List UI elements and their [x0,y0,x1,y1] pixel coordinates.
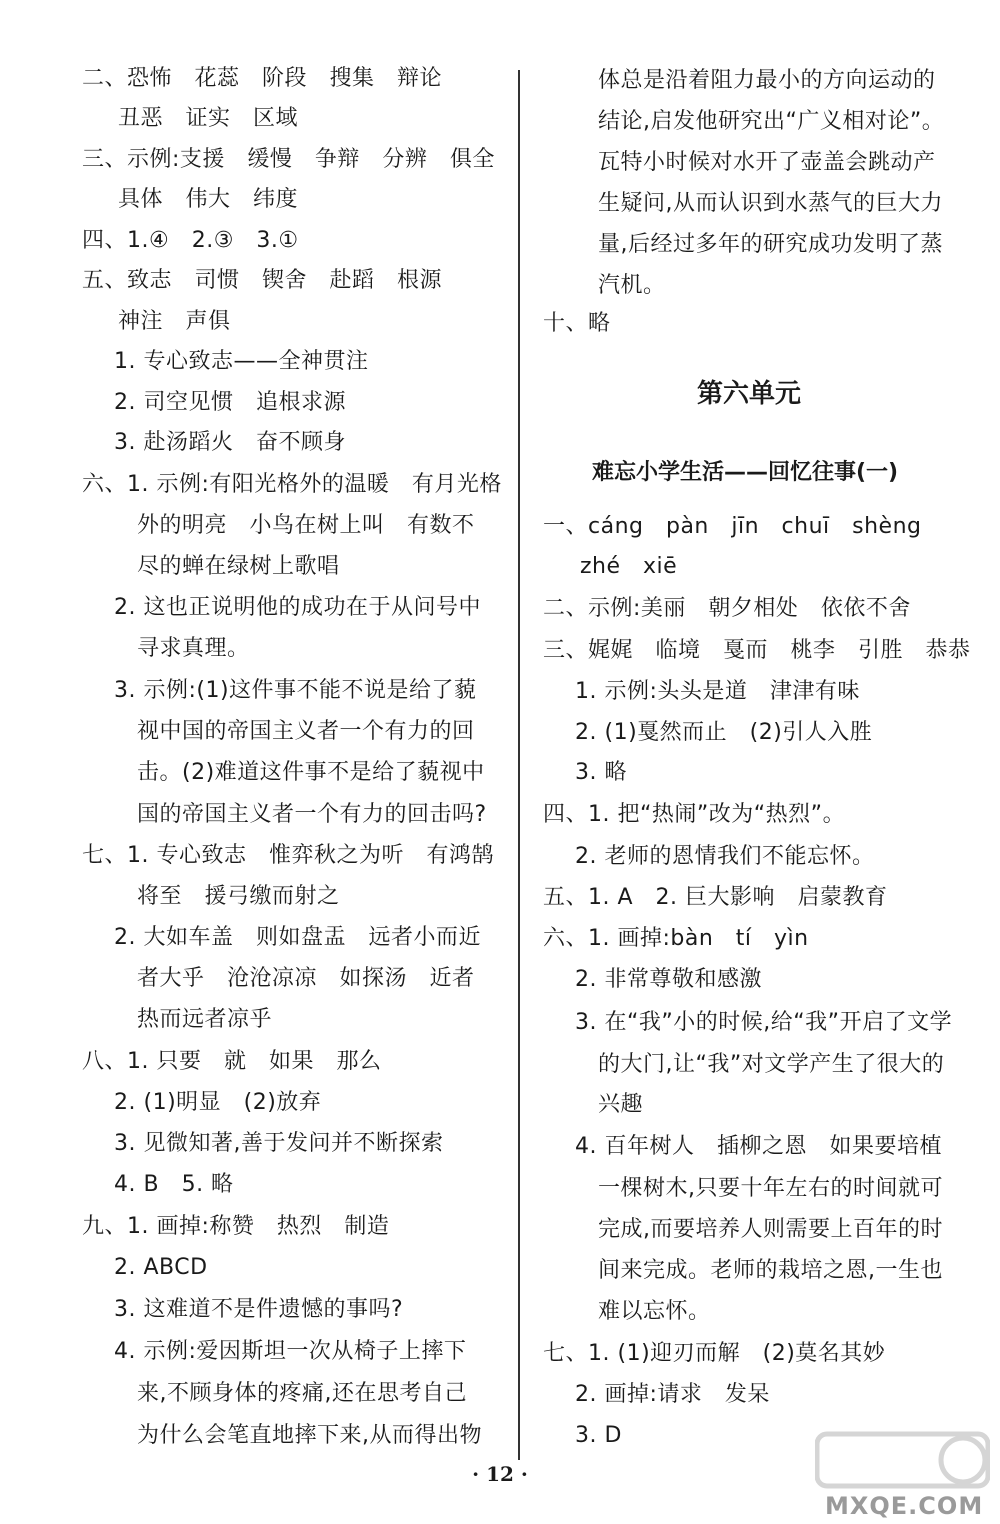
left-text-line: 击。(2)难道这件事不是给了藐视中 [137,760,485,785]
left-text-line: 来,不顾身体的疼痛,还在思考自己 [137,1381,467,1406]
right-text-line: 一、cáng pàn jīn chuī shèng [543,514,922,539]
right-text-line: 难以忘怀。 [598,1299,711,1324]
right-text-line: 3. 在“我”小的时候,给“我”开启了文学 [575,1010,953,1035]
right-text-line: 2. 老师的恩情我们不能忘怀。 [575,844,875,869]
left-text-line: 五、致志 司惯 锲舍 赴蹈 根源 [82,268,443,293]
right-text-line: 四、1. 把“热闹”改为“热烈”。 [543,802,846,827]
page-number: · 12 · [472,1462,528,1486]
left-text-line: 具体 伟大 纬度 [118,187,299,212]
left-text-line: 3. 赴汤蹈火 奋不顾身 [114,430,346,455]
right-text-line: 4. 百年树人 插柳之恩 如果要培植 [575,1134,942,1159]
right-text-line: 的大门,让“我”对文学产生了很大的 [598,1052,945,1077]
right-text-line: 2. 画掉:请求 发呆 [575,1382,770,1407]
left-text-line: 国的帝国主义者一个有力的回击吗? [137,802,487,827]
left-text-line: 2. 这也正说明他的成功在于从问号中 [114,595,481,620]
right-text-line: 汽机。 [598,273,666,298]
right-text-line: 十、略 [543,311,611,336]
column-divider [518,70,520,1460]
right-text-line: 完成,而要培养人则需要上百年的时 [598,1217,943,1242]
right-text-line: 1. 示例:头头是道 津津有味 [575,679,860,704]
right-text-line: 3. 略 [575,760,627,785]
right-text-line: 体总是沿着阻力最小的方向运动的 [598,68,936,93]
right-text-line: 量,后经过多年的研究成功发明了蒸 [598,232,943,257]
right-text-line: 间来完成。老师的栽培之恩,一生也 [598,1258,943,1283]
left-text-line: 2. 司空见惯 追根求源 [114,390,346,415]
right-text-line: 2. 非常尊敬和感激 [575,967,762,992]
left-text-line: 九、1. 画掉:称赞 热烈 制造 [82,1214,390,1239]
right-text-line: 2. (1)戛然而止 (2)引人入胜 [575,720,873,745]
left-text-line: 二、恐怖 花蕊 阶段 搜集 辩论 [82,66,443,91]
right-text-line: 五、1. A 2. 巨大影响 启蒙教育 [543,885,888,910]
left-text-line: 4. 示例:爱因斯坦一次从椅子上摔下 [114,1339,467,1364]
right-text-line: 七、1. (1)迎刃而解 (2)莫名其妙 [543,1341,886,1366]
left-text-line: 六、1. 示例:有阳光格外的温暖 有月光格 [82,472,502,497]
left-text-line: 将至 援弓缴而射之 [137,884,340,909]
left-text-line: 2. ABCD [114,1255,208,1280]
right-text-line: zhé xiē [580,554,678,579]
left-text-line: 四、1.④ 2.③ 3.① [82,228,299,253]
left-text-line: 尽的蝉在绿树上歌唱 [137,554,340,579]
left-text-line: 八、1. 只要 就 如果 那么 [82,1049,382,1074]
left-text-line: 视中国的帝国主义者一个有力的回 [137,719,475,744]
left-text-line: 热而远者凉乎 [137,1007,273,1032]
section-heading: 难忘小学生活——回忆往事(一) [592,460,899,485]
left-text-line: 3. 见微知著,善于发问并不断探索 [114,1131,444,1156]
watermark-text: MXQE.COM [825,1492,984,1520]
right-text-line: 结论,启发他研究出“广义相对论”。 [598,109,945,134]
left-text-line: 为什么会笔直地摔下来,从而得出物 [137,1423,482,1448]
left-text-line: 3. 这难道不是件遗憾的事吗? [114,1297,404,1322]
right-text-line: 二、示例:美丽 朝夕相处 依依不舍 [543,596,911,621]
right-text-line: 兴趣 [598,1092,644,1117]
right-text-line: 三、娓娓 临境 戛而 桃李 引胜 恭恭 [543,638,971,663]
left-text-line: 外的明亮 小鸟在树上叫 有数不 [137,513,475,538]
left-text-line: 寻求真理。 [137,636,250,661]
left-text-line: 七、1. 专心致志 惟弈秋之为听 有鸿鹄 [82,843,494,868]
left-text-line: 4. B 5. 略 [114,1172,234,1197]
left-text-line: 三、示例:支援 缓慢 争辩 分辨 俱全 [82,147,495,172]
right-text-line: 一棵树木,只要十年左右的时间就可 [598,1176,943,1201]
left-text-line: 者大乎 沧沧凉凉 如探汤 近者 [137,966,475,991]
right-text-line: 六、1. 画掉:bàn tí yìn [543,926,809,951]
left-text-line: 2. (1)明显 (2)放弃 [114,1090,322,1115]
left-text-line: 2. 大如车盖 则如盘盂 远者小而近 [114,925,481,950]
unit-heading: 第六单元 [697,379,802,409]
left-text-line: 1. 专心致志——全神贯注 [114,349,369,374]
right-text-line: 瓦特小时候对水开了壶盖会跳动产 [598,150,936,175]
left-text-line: 神注 声俱 [118,309,231,334]
left-text-line: 丑恶 证实 区域 [118,106,299,131]
left-text-line: 3. 示例:(1)这件事不能不说是给了藐 [114,678,477,703]
right-text-line: 3. D [575,1423,622,1448]
right-text-line: 生疑问,从而认识到水蒸气的巨大力 [598,191,943,216]
